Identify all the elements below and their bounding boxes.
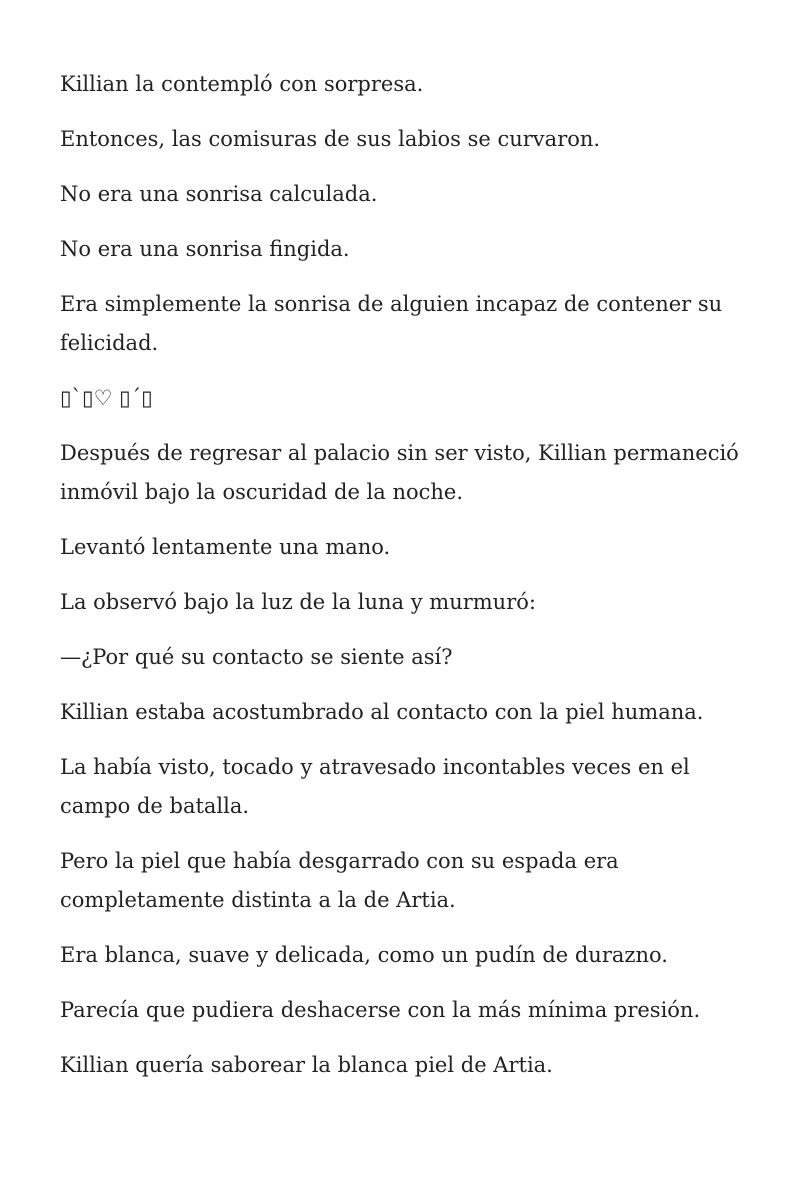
paragraph: Era simplemente la sonrisa de alguien incapaz de contener su felicidad. xyxy=(60,292,723,355)
paragraph: La había visto, tocado y atravesado incontables veces en el campo de batalla. xyxy=(60,755,690,818)
paragraph: Después de regresar al palacio sin ser visto, Killian permaneció inmóvil bajo la oscuridad de la noche. xyxy=(60,441,739,504)
paragraph: Pero la piel que había desgarrado con su espada era completamente distinta a la de Artia. xyxy=(60,849,619,912)
paragraph: La observó bajo la luz de la luna y murmuró: xyxy=(60,590,536,614)
paragraph: Killian la contempló con sorpresa. xyxy=(60,72,424,96)
paragraph: Entonces, las comisuras de sus labios se curvaron. xyxy=(60,127,601,151)
paragraph: Levantó lentamente una mano. xyxy=(60,535,391,559)
paragraph: No era una sonrisa calculada. xyxy=(60,182,378,206)
paragraph: Parecía que pudiera deshacerse con la más mínima presión. xyxy=(60,998,701,1022)
paragraph: Killian estaba acostumbrado al contacto con la piel humana. xyxy=(60,700,704,724)
dialogue-line: —¿Por qué su contacto se siente así? xyxy=(60,645,453,669)
scene-separator: ▯`▯♡ ▯´▯ xyxy=(60,386,153,410)
paragraph: Killian quería saborear la blanca piel de Artia. xyxy=(60,1053,553,1077)
paragraph: No era una sonrisa fingida. xyxy=(60,237,350,261)
paragraph: Era blanca, suave y delicada, como un pudín de durazno. xyxy=(60,943,668,967)
